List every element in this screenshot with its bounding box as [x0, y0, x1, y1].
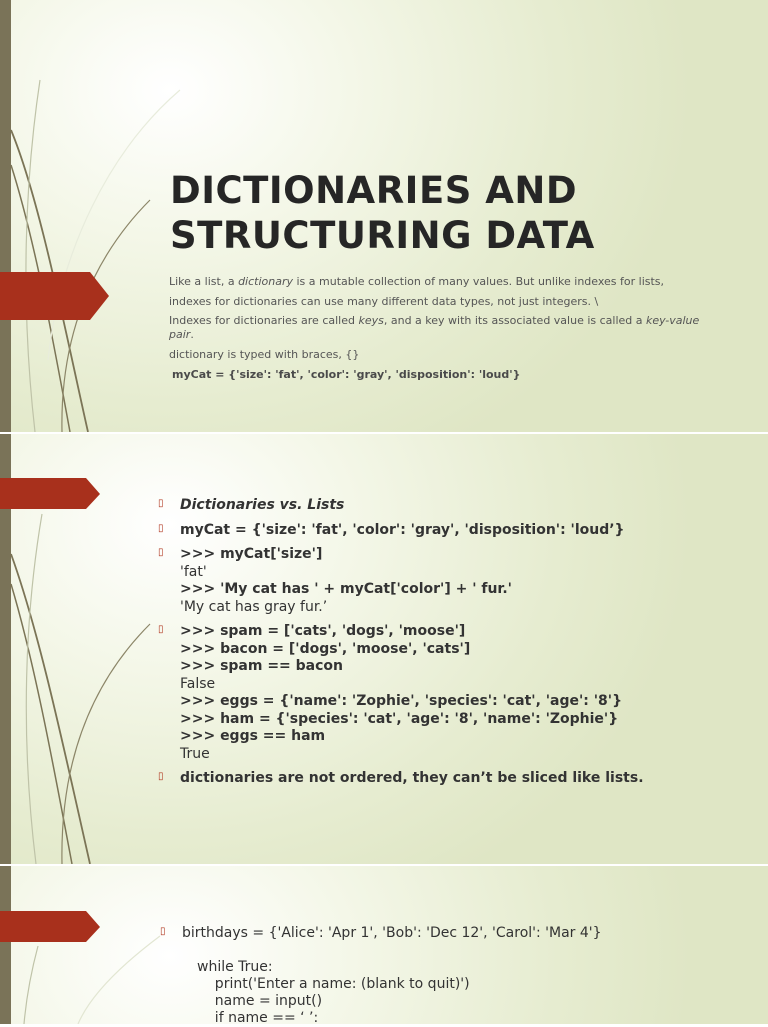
slide-title — [170, 168, 595, 258]
title-line-1: DICTIONARIES AND — [170, 169, 578, 212]
paragraph-1: Like a list, a dictionary is a mutable collection of many values. But unlike indexes for lists, — [169, 275, 665, 288]
paragraph-4: dictionary is typed with braces, {} — [169, 348, 360, 361]
square-bullet-icon: ▯ — [158, 547, 164, 558]
slide-3-bullets — [160, 925, 750, 949]
paragraph-3: Indexes for dictionaries are called keys, and a key with its associated value is called a key-value pair. — [169, 314, 700, 341]
square-bullet-icon: ▯ — [158, 624, 164, 635]
list-item: ▯ dictionaries are not ordered, they can’t be sliced like lists. — [158, 770, 644, 786]
slide-2-bullets — [158, 497, 748, 795]
square-bullet-icon: ▯ — [158, 498, 164, 509]
square-bullet-icon: ▯ — [160, 926, 166, 937]
title-line-2: STRUCTURING DATA — [170, 214, 595, 257]
square-bullet-icon: ▯ — [158, 771, 164, 782]
square-bullet-icon: ▯ — [158, 522, 164, 534]
code-mycat: myCat = {'size': 'fat', 'color': 'gray', 'disposition': 'loud'} — [172, 368, 521, 381]
list-item: ▯ >>> spam = ['cats', 'dogs', 'moose'] >>> bacon = ['dogs', 'moose', 'cats'] >>> spam == bacon False >>> eggs = {'name': 'Zophie', 'species': 'cat', 'age': '8'} >>> ham = {'species': 'cat', 'age': '8', 'name': 'Zophie'} >>> eggs == ham True — [158, 623, 623, 762]
paragraph-2: indexes for dictionaries can use many different data types, not just integers. \ — [169, 295, 599, 308]
pentagon-tab-icon — [0, 272, 110, 304]
list-item: ▯ >>> myCat['size'] 'fat' >>> 'My cat has ' + myCat['color'] + ' fur.' 'My cat has gray fur.’ — [158, 546, 512, 615]
list-item: ▯ birthdays = {'Alice': 'Apr 1', 'Bob': 'Dec 12', 'Carol': 'Mar 4'} — [160, 925, 602, 941]
pentagon-tab-icon — [0, 478, 102, 510]
list-item: ▯ Dictionaries vs. Lists — [158, 497, 345, 513]
slide-1 — [0, 0, 768, 432]
code-block: while True: print('Enter a name: (blank to quit)') name = input() if name == ‘ ’: — [197, 959, 470, 1026]
list-item: ▯ myCat = {'size': 'fat', 'color': 'gray', 'disposition': 'loud’} — [158, 521, 625, 538]
slide-body — [169, 274, 709, 387]
pentagon-tab-icon — [0, 911, 102, 943]
